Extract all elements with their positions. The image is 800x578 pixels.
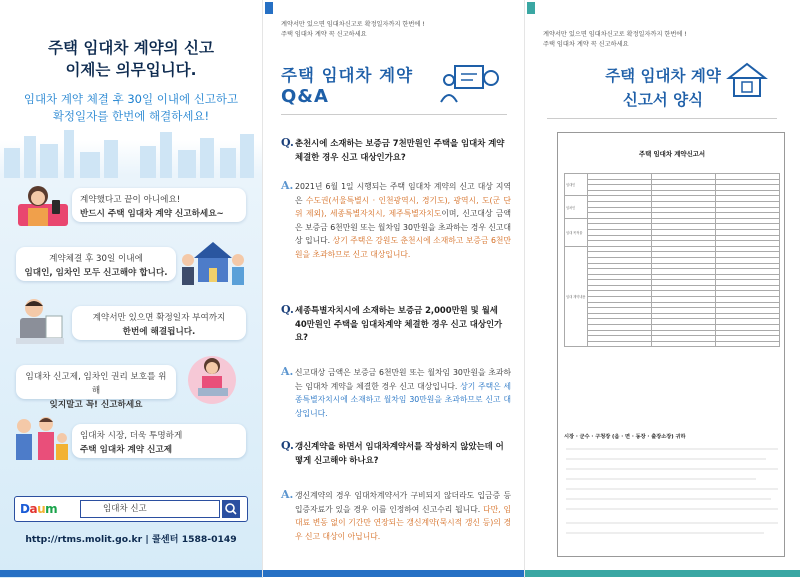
qa-title-line2: Q&A — [281, 86, 329, 107]
panel-tab-marker — [265, 2, 273, 14]
two-people-with-house-icon — [180, 236, 246, 288]
qa-top-line1: 계약서만 있으면 임대차신고로 확정일자까지 한번에 ! — [281, 21, 425, 28]
daum-logo: Daum — [20, 502, 58, 516]
panel-tab-marker — [527, 2, 535, 14]
man-with-document-icon — [12, 294, 68, 346]
card-3-line1: 계약서만 있으면 확정일자 부여까지 — [92, 313, 226, 323]
search-icon — [222, 500, 240, 518]
question-2-text: 세종특별자치시에 소재하는 보증금 2,000만원 및 월세 40만원인 주택을 임대차계약 체결한 경우 신고 대상인가요? — [295, 305, 503, 342]
qa-divider — [281, 114, 507, 115]
answer-1-part1: 2021년 6월 1일 시행되는 주택 임대차 계약의 신고 대상 지역은 — [295, 182, 511, 205]
contact-footer: http://rtms.molit.go.kr | 콜센터 1588-0149 — [25, 534, 237, 545]
card-3-line2: 한번에 해결됩니다. — [122, 327, 196, 337]
cover-title-line1: 주택 임대차 계약의 신고 — [48, 39, 214, 57]
card-5-line1: 임대차 시장, 더욱 투명하게 — [80, 431, 183, 441]
bottom-color-bar — [525, 570, 800, 577]
report-form-title: 주택 임대차 계약신고서 — [638, 150, 706, 158]
cover-title-line2: 이제는 의무입니다. — [65, 61, 197, 79]
card-4-line2: 잊지말고 꼭! 신고하세요 — [49, 400, 143, 410]
a-mark: A. — [281, 365, 294, 378]
form-section-property: 임대 목적물 — [565, 218, 588, 246]
qa-title-line1: 주택 임대차 계약 — [281, 66, 414, 85]
cover-subtitle-line1: 임대차 계약 체결 후 30일 이내에 신고하고 — [23, 92, 239, 106]
form-title-line2: 신고서 양식 — [622, 91, 704, 109]
message-card-4 — [16, 365, 176, 410]
question-3-text: 갱신계약을 하면서 임대차계약서를 작성하지 않았는데 어떻게 신고해야 하나요? — [295, 441, 504, 465]
answer-1-highlight1: 수도권(서울특별시 · 인천광역시, 경기도), 광역시, 도(군 단위 제외), 세종특별자치시, 제주특별자치도 — [295, 195, 511, 218]
card-2-line1: 계약체결 후 30일 이내에 — [49, 254, 143, 264]
a-mark: A. — [281, 488, 294, 501]
form-section-contract: 임대 계약내용 — [565, 246, 588, 347]
qa-top-line2: 주택 임대차 계약 꼭 신고하세요 — [281, 31, 367, 38]
question-1 — [281, 137, 511, 164]
form-fine-print-lines — [566, 445, 778, 545]
search-input[interactable]: 임대차 신고 — [80, 500, 220, 518]
form-divider — [547, 118, 777, 119]
answer-1-highlight2: 상기 주택은 강원도 춘천시에 소재하고 보증금 6천만원을 초과하므로 신고 대상입니다. — [295, 236, 511, 259]
qa-presentation-icon — [437, 60, 501, 110]
card-1-line2: 반드시 주택 임대차 계약 신고하세요~ — [80, 209, 224, 219]
a-mark: A. — [281, 179, 294, 192]
city-skyline-illustration — [0, 118, 262, 178]
bottom-color-bar — [0, 570, 262, 577]
answer-2 — [281, 366, 511, 420]
search-button[interactable] — [222, 500, 240, 518]
report-form-grid — [564, 173, 780, 347]
report-form-sheet — [557, 132, 785, 557]
message-card-2 — [16, 247, 176, 281]
form-title-line1: 주택 임대차 계약 — [605, 67, 721, 85]
message-card-5 — [72, 424, 246, 458]
answer-3-highlight: 다만, 임대료 변동 없이 기간만 연장되는 갱신계약(묵시적 갱신 등)의 경우 신고 대상이 아닙니다. — [295, 504, 511, 541]
answer-1 — [281, 180, 511, 261]
message-card-3 — [72, 306, 246, 340]
form-section-lessor: 임대인 — [565, 174, 588, 196]
form-top-line2: 주택 임대차 계약 꼭 신고하세요 — [543, 41, 629, 48]
answer-3 — [281, 489, 511, 543]
question-2 — [281, 304, 511, 345]
form-section-lessee: 임차인 — [565, 196, 588, 218]
cover-panel — [0, 0, 262, 578]
answer-2-highlight: 상기 주택은 세종특별자치시에 소재하고 월차임 30만원을 초과하므로 신고 대상입니다. — [295, 381, 511, 418]
cover-subtitle-line2: 확정일자를 한번에 해결하세요! — [52, 109, 210, 123]
answer-1-part2: 이며, 신고대상 금액은 보증금 6천만원 또는 월차임 30만원을 초과하는 경우 신고대상 입니다. — [295, 209, 511, 245]
card-1-line1: 계약했다고 끝이 아니에요! — [80, 195, 181, 205]
q-mark: Q. — [281, 303, 294, 316]
answer-3-part1: 갱신계약의 경우 임대차계약서가 구비되지 않더라도 입금증 등 입증자료가 있을 경우 이를 인정하여 신고수리 됩니다. — [295, 491, 511, 514]
q-mark: Q. — [281, 136, 294, 149]
card-4-line1: 임대차 신고제, 임차인 권리 보호를 위해 — [25, 372, 167, 396]
question-3 — [281, 440, 511, 467]
q-mark: Q. — [281, 439, 294, 452]
qa-panel — [262, 0, 524, 578]
message-card-1 — [72, 188, 246, 222]
form-panel — [524, 0, 800, 578]
woman-with-phone-icon — [16, 180, 70, 228]
bottom-color-bar — [263, 570, 525, 577]
card-5-line2: 주택 임대차 계약 신고제 — [80, 445, 172, 455]
answer-2-part1: 신고대상 금액은 보증금 6천만원 또는 월차임 30만원을 초과하는 임대차 계약을 체결한 경우 신고 대상입니다. — [295, 368, 511, 391]
woman-with-laptop-icon — [184, 350, 248, 404]
report-form-address: 시장 · 군수 · 구청장 (읍 · 면 · 동장 · 출장소장) 귀하 — [564, 434, 686, 440]
form-top-line1: 계약서만 있으면 임대차신고로 확정일자까지 한번에 ! — [543, 31, 687, 38]
family-icon — [10, 412, 72, 468]
question-1-text: 춘천시에 소재하는 보증금 7천만원인 주택을 임대차 계약 체결한 경우 신고 대상인가요? — [295, 138, 505, 162]
card-2-line2: 임대인, 임차인 모두 신고해야 합니다. — [24, 268, 168, 278]
